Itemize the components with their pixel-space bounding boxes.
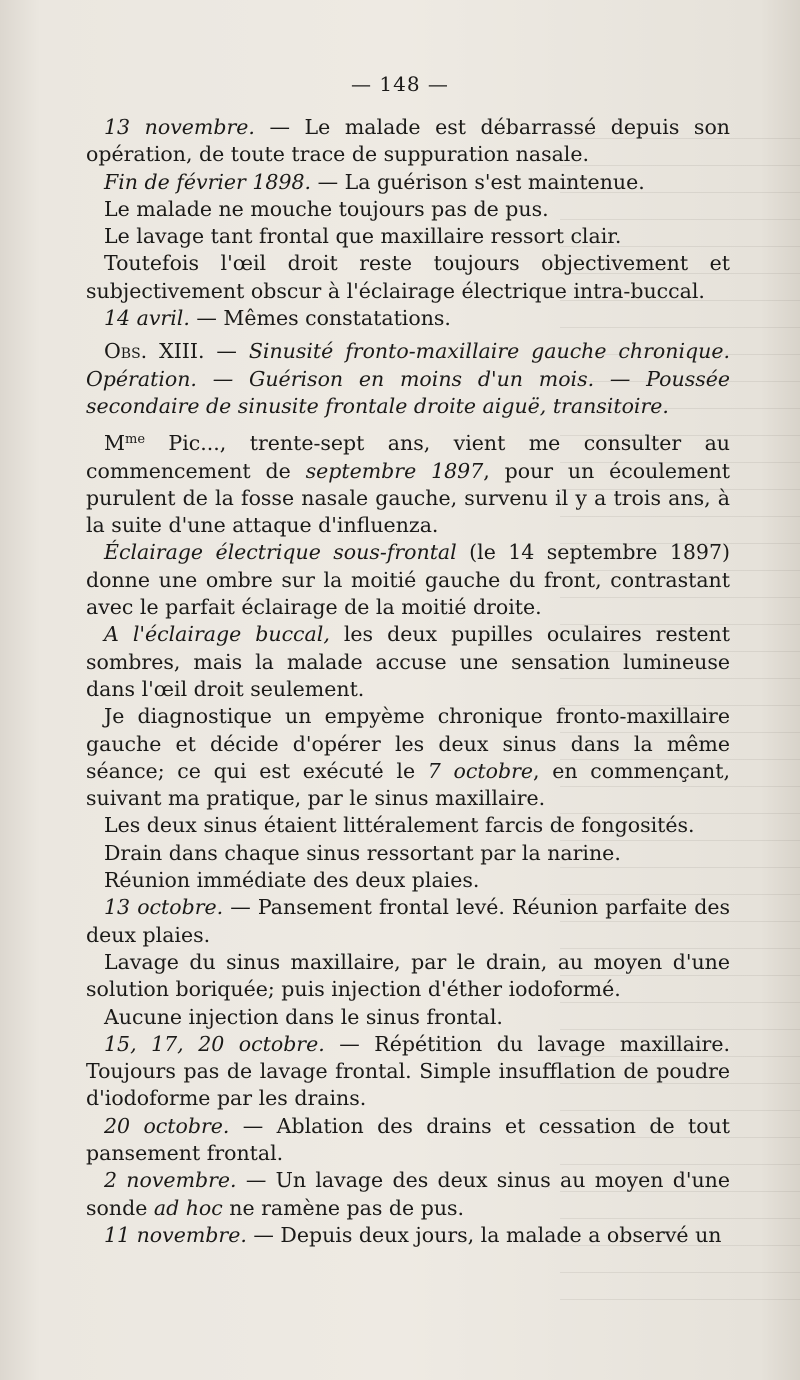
paragraph	[86, 196, 730, 223]
obs-number: XIII. —	[147, 339, 249, 364]
paragraph	[86, 812, 730, 839]
paragraph-text: (le 14 septembre 1897) donne une ombre sur la moitié gauche du front, contrastant avec le parfait éclairage de la moitié droite.	[86, 540, 730, 620]
paragraph	[86, 949, 730, 1004]
paragraph	[86, 305, 730, 332]
paragraph-text: — Mêmes constatations.	[189, 306, 451, 331]
latin-phrase: ad hoc	[153, 1195, 223, 1220]
page-number: — 148 —	[351, 72, 449, 96]
paragraph	[86, 539, 730, 621]
paragraph	[86, 1222, 730, 1249]
paragraph	[86, 223, 730, 250]
paragraph-text: — Le malade est débarrassé depuis son opération, de toute trace de suppuration nasale.	[86, 115, 730, 167]
paragraph-text: — Un lavage des deux sinus au moyen d'une sonde	[86, 1168, 730, 1220]
paragraph-text: , en commençant, suivant ma pratique, par le sinus maxillaire.	[86, 758, 730, 811]
date-lead: 2 novembre.	[104, 1168, 237, 1193]
date-italic: 7 octobre	[427, 758, 534, 783]
paragraph-text: Je diagnostique un empyème chronique fronto-maxillaire gauche et décide d'opérer les deux sinus dans la même séance; ce qui est exécuté le	[86, 704, 730, 783]
paragraph-text: — Pansement frontal levé. Réunion parfaite des deux plaies.	[86, 895, 730, 947]
paragraph	[86, 1113, 730, 1168]
paragraph-text: Aucune injection dans le sinus frontal.	[104, 1004, 503, 1029]
paragraph-text: les deux pupilles oculaires restent sombres, mais la malade accuse une sensation lumineuse dans l'œil droit seulement.	[86, 622, 730, 701]
paragraph	[86, 840, 730, 867]
date-lead: 13 novembre.	[104, 115, 255, 139]
paragraph	[86, 867, 730, 894]
italic-lead: A l'éclairage buccal,	[104, 622, 330, 647]
date-lead: 20 octobre.	[104, 1113, 230, 1138]
paragraph-text: Le malade ne mouche toujours pas de pus.	[104, 196, 549, 221]
paragraph-text: — La guérison s'est maintenue.	[311, 169, 645, 194]
date-lead: 15, 17, 20 octobre.	[104, 1031, 325, 1056]
date-lead: 14 avril.	[104, 306, 190, 331]
paragraph-text: Drain dans chaque sinus ressortant par la narine.	[104, 840, 621, 865]
paragraph	[86, 894, 730, 949]
paragraph-text: — Ablation des drains et cessation de tout pansement frontal.	[86, 1113, 730, 1165]
paragraph-text: Pic..., trente-sept ans, vient me consulter au commencement de	[86, 431, 730, 483]
date-lead: Fin de février 1898.	[104, 169, 312, 194]
paragraph-text: Toutefois l'œil droit reste toujours objectivement et subjectivement obscur à l'éclairage électrique intra-buccal.	[86, 251, 730, 303]
paragraph	[86, 621, 730, 703]
paragraph	[86, 169, 730, 196]
paragraph	[86, 250, 730, 305]
paragraph-text: — Depuis deux jours, la malade a observé un	[246, 1222, 722, 1247]
date-lead: 13 octobre.	[104, 895, 224, 920]
observation-heading	[86, 338, 730, 420]
obs-title: Sinusité fronto-maxillaire gauche chronique. Opération. — Guérison en moins d'un mois. — Poussée secondaire de sinusite frontale droite aiguë, transitoire.	[86, 339, 730, 418]
paragraph	[86, 426, 730, 539]
paragraph	[86, 703, 730, 812]
paragraph-text: Lavage du sinus maxillaire, par le drain, au moyen d'une solution boriquée; puis injection d'éther iodoformé.	[86, 949, 730, 1002]
title-superscript: me	[125, 432, 146, 448]
body-text	[86, 114, 730, 1249]
obs-label: Obs.	[104, 339, 148, 364]
paragraph-text: Réunion immédiate des deux plaies.	[104, 868, 480, 893]
paragraph-text: Le lavage tant frontal que maxillaire ressort clair.	[104, 224, 622, 249]
paragraph	[86, 1167, 730, 1222]
paragraph	[86, 1004, 730, 1031]
date-italic: septembre 1897	[305, 458, 484, 483]
paragraph	[86, 114, 730, 169]
italic-lead: Éclairage électrique sous-frontal	[104, 540, 457, 565]
paragraph-text: Les deux sinus étaient littéralement farcis de fongosités.	[104, 813, 695, 838]
title-m: M	[104, 431, 125, 456]
paragraph-text: ne ramène pas de pus.	[222, 1195, 465, 1220]
paragraph-text: — Répétition du lavage maxillaire. Toujours pas de lavage frontal. Simple insufflation de poudre d'iodoforme par les drains.	[86, 1031, 730, 1111]
paragraph	[86, 1031, 730, 1113]
date-lead: 11 novembre.	[104, 1222, 247, 1247]
paragraph-text: , pour un écoulement purulent de la fosse nasale gauche, survenu il y a trois ans, à la suite d'une attaque d'influenza.	[86, 458, 731, 538]
